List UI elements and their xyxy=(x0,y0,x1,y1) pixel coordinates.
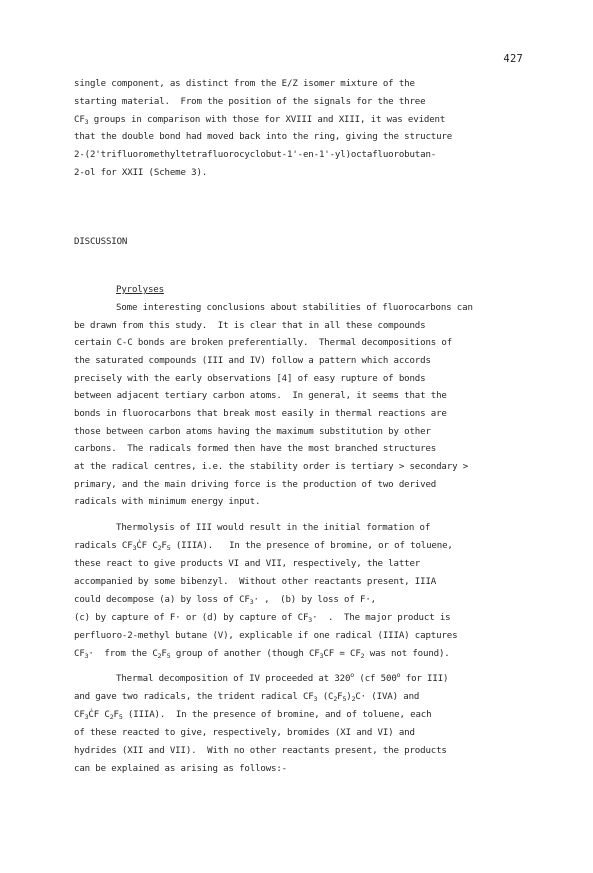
body-line: precisely with the early observations [4] of easy rupture of bonds xyxy=(74,374,426,384)
subsection-heading: Pyrolyses xyxy=(116,285,164,295)
body-line: that the double bond had moved back into the ring, giving the structure xyxy=(74,132,453,142)
body-line: bonds in fluorocarbons that break most easily in thermal reactions are xyxy=(74,409,447,419)
body-line: radicals $CF_3ĊF$ $C_2F_5$ (IIIA). In the presence of bromine, or of toluene, xyxy=(74,541,453,552)
body-line: certain C-C bonds are broken preferentially. Thermal decompositions of xyxy=(74,338,453,348)
body-line: be drawn from this study. It is clear that in all these compounds xyxy=(74,321,426,331)
body-line: of these reacted to give, respectively, bromides (XI and VI) and xyxy=(74,728,415,738)
body-line: can be explained as arising as follows:- xyxy=(74,764,287,774)
body-line: accompanied by some bibenzyl. Without other reactants present, IIIA xyxy=(74,577,437,587)
body-line: the saturated compounds (III and IV) follow a pattern which accords xyxy=(74,356,431,366)
body-line: single component, as distinct from the E/Z isomer mixture of the xyxy=(74,79,415,89)
body-line: (c) by capture of F· or (d) by capture of $CF_3\cdot$ . The major product is xyxy=(74,613,451,624)
body-line: $CF_3ĊF$ $C_2F_5$ (IIIA). In the presence of bromine, and of toluene, each xyxy=(74,710,432,721)
body-line: carbons. The radicals formed then have the most branched structures xyxy=(74,444,437,454)
body-line: Thermal decomposition of IV proceeded at 320$^o$ (cf 500$^o$ for III) xyxy=(116,671,449,684)
page-number: 427 xyxy=(503,53,523,65)
body-line: Thermolysis of III would result in the initial formation of xyxy=(116,523,431,533)
body-line: starting material. From the position of the signals for the three xyxy=(74,97,426,107)
body-line: $CF_3\cdot$ from the $C_2F_5$ group of another (though $CF_3CF = CF_2$ was not found). xyxy=(74,649,450,660)
body-line: at the radical centres, i.e. the stability order is tertiary > secondary > xyxy=(74,462,469,472)
body-line: perfluoro-2-methyl butane (V), explicable if one radical (IIIA) captures xyxy=(74,631,458,641)
body-line: between adjacent tertiary carbon atoms. In general, it seems that the xyxy=(74,391,447,401)
body-line: hydrides (XII and VII). With no other reactants present, the products xyxy=(74,746,447,756)
body-line: and gave two radicals, the trident radical $CF_3$ $(C_2F_5)_2C\cdot (IVA)$ and xyxy=(74,692,420,703)
body-line: Some interesting conclusions about stabilities of fluorocarbons can xyxy=(116,303,473,313)
body-line: 2-ol for XXII (Scheme 3). xyxy=(74,168,208,178)
body-line: primary, and the main driving force is the production of two derived xyxy=(74,480,437,490)
body-line: $CF_3$ groups in comparison with those for XVIII and XIII, it was evident xyxy=(74,115,446,126)
body-line: radicals with minimum energy input. xyxy=(74,497,261,507)
section-heading: DISCUSSION xyxy=(74,237,128,247)
body-line: these react to give products VI and VII, respectively, the latter xyxy=(74,559,421,569)
body-line: 2-(2'trifluoromethyltetrafluorocyclobut-1'-en-1'-yl)octafluorobutan- xyxy=(74,150,437,160)
body-line: those between carbon atoms having the maximum substitution by other xyxy=(74,427,431,437)
body-line: could decompose (a) by loss of $CF_3\cdot$ , (b) by loss of F·, xyxy=(74,595,376,606)
